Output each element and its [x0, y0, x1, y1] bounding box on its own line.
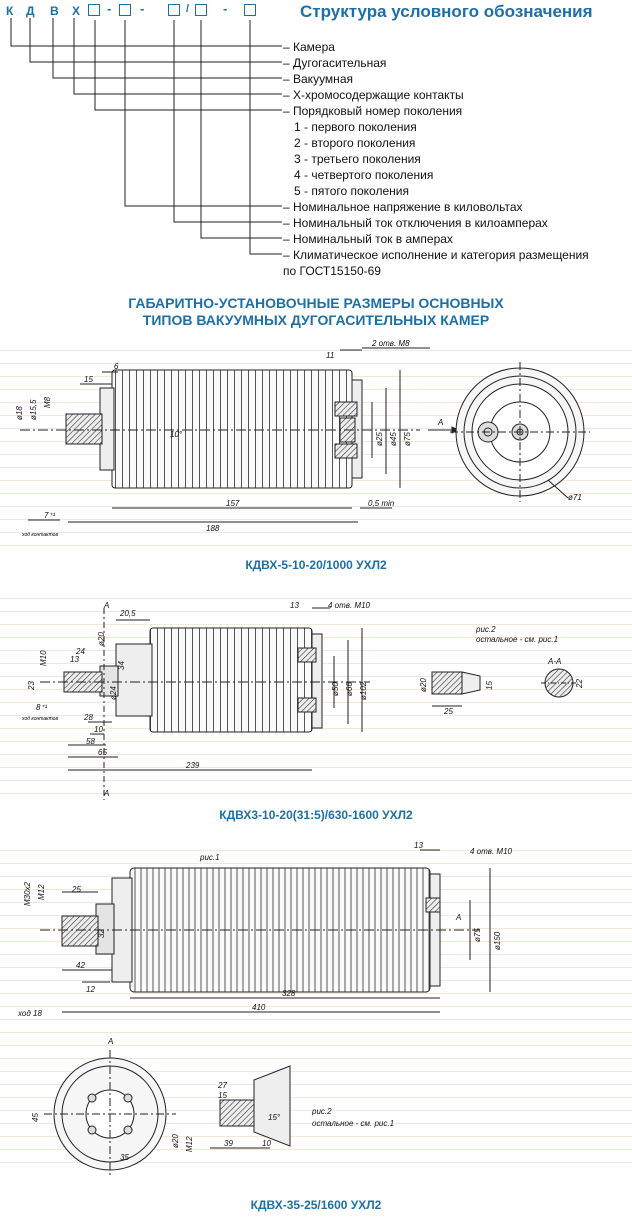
dim-label: М12 [37, 884, 46, 900]
dim-label: М12 [185, 1136, 194, 1152]
dim-label: 34 [117, 661, 126, 670]
dim-label: 23 [27, 681, 36, 690]
generation-item: 4 - четвертого поколения [294, 168, 434, 182]
dim-label: 328 [282, 989, 296, 998]
dim-label: A [104, 601, 110, 610]
dim-label: рис.2 [312, 1107, 332, 1116]
dim-label: ø71 [568, 493, 582, 502]
code-letter: В [50, 4, 59, 18]
dim-label: ø50 [331, 682, 340, 696]
dim-label: ø20 [171, 1134, 180, 1148]
dim-label: 42 [76, 961, 85, 970]
code-separator: - [107, 1, 112, 16]
dim-label: 27 [218, 1081, 227, 1090]
dim-label: 39 [224, 1139, 233, 1148]
dim-label: М30х2 [23, 881, 32, 906]
dim-label: 22 [575, 679, 584, 688]
dim-label: 45 [31, 1113, 40, 1122]
dim-label: А-А [548, 657, 562, 666]
dim-label: 4 отв. М10 [470, 847, 512, 856]
dim-label: 28 [84, 713, 93, 722]
legend-item: – Номинальный ток в амперах [283, 232, 453, 246]
legend-item: – Номинальное напряжение в киловольтах [283, 200, 523, 214]
dim-label: 4 отв. М10 [328, 601, 370, 610]
code-separator: - [140, 1, 145, 16]
legend-item: – Номинальный ток отключения в килоамперах [283, 216, 548, 230]
dim-label: 15° [268, 1113, 281, 1122]
dim-label: ø75 [403, 432, 412, 446]
dim-label: 25 [72, 885, 81, 894]
code-letter: К [6, 4, 14, 18]
dim-label: 15 [84, 375, 93, 384]
section-title-line2: ТИПОВ ВАКУУМНЫХ ДУГОГАСИТЕЛЬНЫХ КАМЕР [142, 312, 490, 328]
legend-standard: по ГОСТ15150-69 [283, 264, 381, 278]
section-title-line1: ГАБАРИТНО-УСТАНОВОЧНЫЕ РАЗМЕРЫ ОСНОВНЫХ [128, 295, 504, 311]
dim-label: ø102 [359, 681, 368, 700]
generation-item: 1 - первого поколения [294, 120, 417, 134]
drawing-caption: КДВХ-35-25/1600 УХЛ2 [250, 1198, 382, 1212]
dim-label: 58 [86, 737, 95, 746]
dim-label: ø20 [419, 678, 428, 692]
generation-item: 2 - второго поколения [294, 136, 416, 150]
dim-label: 0,5 min [368, 499, 395, 508]
dim-label: 65 [98, 748, 107, 757]
dim-label: A [456, 913, 462, 922]
dim-label: 32 [97, 929, 106, 938]
dim-label: 10 [94, 725, 103, 734]
legend-item: – Климатическое исполнение и категория размещения [283, 248, 589, 262]
dim-label: 239 [186, 761, 200, 770]
legend-item: – Вакуумная [283, 72, 353, 86]
dim-label: 20,5 [120, 609, 136, 618]
dim-label: М8 [43, 396, 52, 408]
legend-item: – Камера [283, 40, 335, 54]
dim-label: рис.1 [200, 853, 220, 862]
structure-title: Структура условного обозначения [300, 2, 593, 21]
dim-label: 24 [76, 647, 85, 656]
generation-item: 5 - пятого поколения [294, 184, 409, 198]
dim-label: ø20 [97, 632, 106, 646]
code-separator: - [223, 1, 228, 16]
dim-label: ø15,5 [29, 399, 38, 420]
dim-label: 7⁺¹ [44, 511, 56, 520]
dim-label: 10 [262, 1139, 271, 1148]
dim-label: 6 [114, 362, 119, 371]
dim-label: ø75 [473, 928, 482, 942]
dim-label: 15 [218, 1091, 227, 1100]
dim-label: 11 [326, 351, 335, 360]
dim-label: рис.2 [476, 625, 496, 634]
legend-item: – Дугогасительная [283, 56, 387, 70]
dim-label: 35 [120, 1153, 129, 1162]
code-letter: Х [72, 4, 81, 18]
dim-label: ход контактов [22, 532, 59, 538]
drawing-caption: КДВХ-5-10-20/1000 УХЛ2 [245, 558, 387, 572]
dim-label: остальное - см. рис.1 [476, 635, 559, 644]
dim-label: 157 [226, 499, 240, 508]
dim-label: A [438, 418, 444, 427]
code-letter: Д [26, 4, 35, 18]
code-separator: / [186, 3, 190, 15]
drawing-caption: КДВХ3-10-20(31:5)/630-1600 УХЛ2 [219, 808, 413, 822]
dim-label: 410 [252, 1003, 266, 1012]
dim-label: 10° [170, 430, 183, 439]
dim-label: ø24 [109, 686, 118, 700]
dim-label: A [104, 789, 110, 798]
dim-label: ø45 [389, 432, 398, 446]
dim-label: ø18 [15, 406, 24, 420]
dim-label: М10 [39, 650, 48, 666]
dim-label: 8⁺¹ [36, 703, 48, 712]
dim-label: ø25 [375, 432, 384, 446]
dim-label: 25 [444, 707, 453, 716]
contact-stem [62, 916, 98, 946]
dim-label: 13 [70, 655, 79, 664]
dim-label: 12 [86, 985, 95, 994]
dim-label: 13 [414, 841, 423, 850]
dim-label: ø150 [493, 931, 502, 950]
dim-label: 13 [290, 601, 299, 610]
dim-label: 2 отв. М8 [372, 339, 410, 348]
dim-label: остальное - см. рис.1 [312, 1119, 395, 1128]
generation-item: 3 - третьего поколения [294, 152, 421, 166]
legend-item: – Порядковый номер поколения [283, 104, 463, 118]
dim-label: 188 [206, 524, 220, 533]
dim-label: A [108, 1037, 114, 1046]
dim-label: 15 [485, 681, 494, 690]
dim-label: ход контактов [22, 716, 59, 722]
legend-item: – Х-хромосодержащие контакты [283, 88, 464, 102]
dim-label: ход 18 [18, 1009, 42, 1018]
dim-label: ø66 [345, 682, 354, 696]
